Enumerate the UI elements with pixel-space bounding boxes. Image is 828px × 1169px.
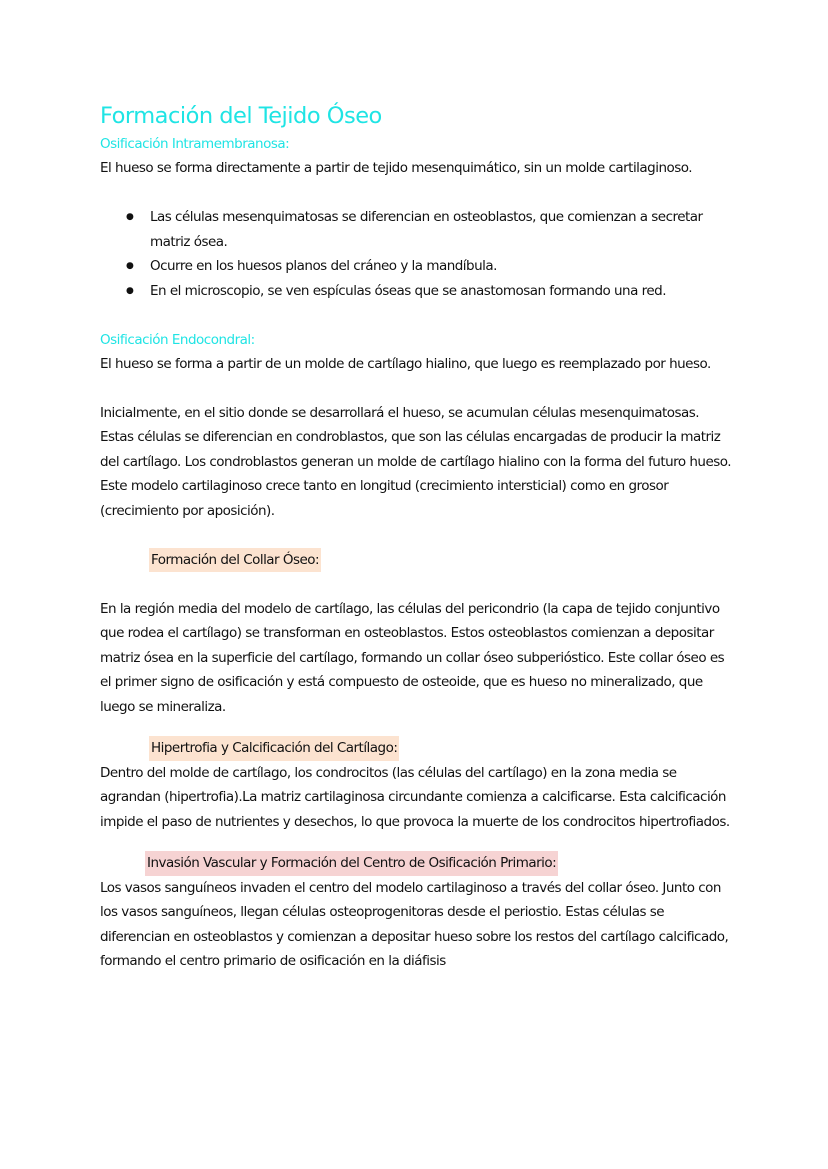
page-title: Formación del Tejido Óseo [100, 103, 382, 129]
heading-bone-collar: Formación del Collar Óseo: [149, 548, 321, 573]
heading-endochondral: Osificación Endocondral: [100, 331, 255, 348]
endochondral-paragraph: Inicialmente, en el sitio donde se desarrollará el hueso, se acumulan células mesenquimatosas. Estas células se diferencian en condroblastos, que son las células encargadas de producir la matriz del cartílago. Los condroblastos generan un molde de cartílago hialino con la forma del futuro hueso. Este modelo cartilaginoso crece tanto en longitud (crecimiento intersticial) como en grosor (crecimiento por aposición). [100, 404, 732, 519]
hypertrophy-paragraph: Dentro del molde de cartílago, los condrocitos (las células del cartílago) en la zona media se agrandan (hipertrofia).La matriz cartilaginosa circundante comienza a calcificarse. Esta calcificación impide el paso de nutrientes y desechos, lo que provoca la muerte de los condrocitos hipertrofiados. [100, 764, 730, 830]
vascular-invasion-paragraph: Los vasos sanguíneos invaden el centro del modelo cartilaginoso a través del collar óseo. Junto con los vasos sanguíneos, llegan células osteoprogenitoras desde el periostio. Estas células se diferencian en osteoblastos y comienzan a depositar hueso sobre los restos del cartílago calcificado, formando el centro primario de osificación en la diáfisis [100, 879, 729, 969]
intramembranous-bullet-list [100, 205, 732, 303]
bone-collar-paragraph: En la región media del modelo de cartílago, las células del pericondrio (la capa de tejido conjuntivo que rodea el cartílago) se transforman en osteoblastos. Estos osteoblastos comienzan a depositar matriz ósea en la superficie del cartílago, formando un collar óseo subperióstico. Este collar óseo es el primer signo de osificación y está compuesto de osteoide, que es hueso no mineralizado, que luego se mineraliza. [100, 600, 725, 715]
heading-vascular-invasion: Invasión Vascular y Formación del Centro de Osificación Primario: [145, 851, 558, 876]
list-item: ● En el microscopio, se ven espículas óseas que se anastomosan formando una red. [150, 279, 732, 304]
list-item: ● Las células mesenquimatosas se diferencian en osteoblastos, que comienzan a secretar matriz ósea. [150, 205, 732, 254]
intramembranous-intro: El hueso se forma directamente a partir de tejido mesenquimático, sin un molde cartilaginoso. [100, 160, 693, 176]
endochondral-intro: El hueso se forma a partir de un molde de cartílago hialino, que luego es reemplazado por hueso. [100, 355, 711, 372]
heading-hypertrophy: Hipertrofia y Calcificación del Cartílago: [149, 736, 399, 761]
heading-intramembranous: Osificación Intramembranosa: [100, 136, 290, 152]
list-item: ● Ocurre en los huesos planos del cráneo y la mandíbula. [150, 254, 732, 279]
document-content [100, 100, 732, 974]
